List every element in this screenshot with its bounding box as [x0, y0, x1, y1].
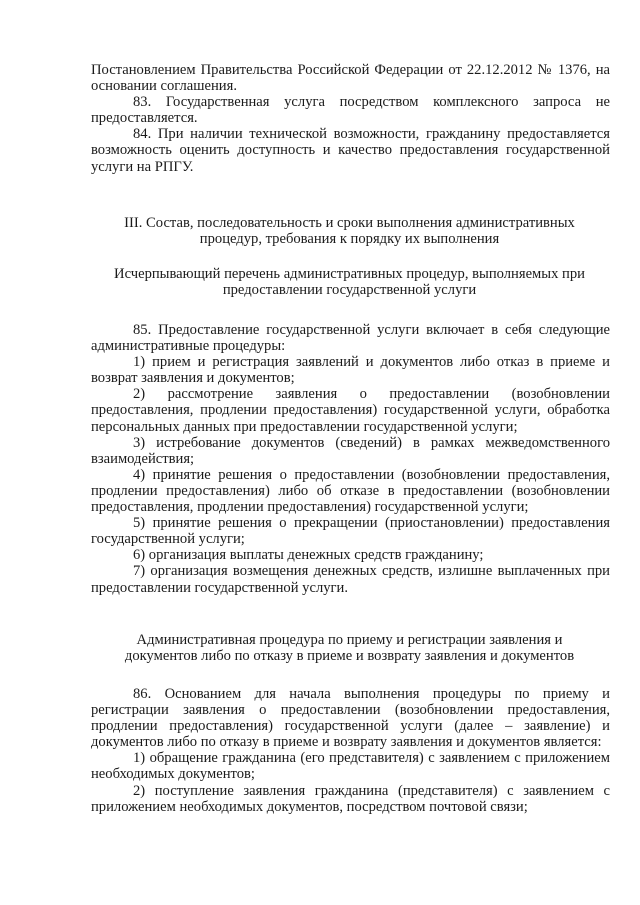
list-item: 3) истребование документов (сведений) в рамках межведомственного взаимодействия; [91, 434, 610, 467]
list-item: 7) организация возмещения денежных средств, излишне выплаченных при предоставлении государственной услуги. [91, 563, 610, 596]
list-item: 4) принятие решения о предоставлении (возобновлении предоставления, продлении предоставления) либо об отказе в предоставлении (возобновлении предоставления, продлении предоставления) государственной услуги; [91, 466, 610, 516]
paragraph-85-intro: 85. Предоставление государственной услуги включает в себя следующие административные процедуры: [91, 322, 610, 355]
paragraph-86-intro: 86. Основанием для начала выполнения процедуры по приему и регистрации заявления о предоставлении (возобновлении предоставления, продлении предоставления) государственной услуги (далее – заявление) и документов либо по отказу в приеме и возврату заявления и документов является: [91, 686, 610, 751]
paragraph-86 [91, 686, 610, 815]
paragraph-continuation: Постановлением Правительства Российской Федерации от 22.12.2012 № 1376, на основании соглашения. [91, 62, 610, 95]
procedure-title: Административная процедура по приему и регистрации заявления и документов либо по отказу в приеме и возврату заявления и документов [124, 632, 575, 665]
section-subtitle: Исчерпывающий перечень административных процедур, выполняемых при предоставлении государственной услуги [114, 266, 585, 299]
paragraph-83: 83. Государственная услуга посредством комплексного запроса не предоставляется. [91, 94, 610, 127]
list-item: 1) обращение гражданина (его представителя) с заявлением с приложением необходимых документов; [91, 750, 610, 783]
list-item: 1) прием и регистрация заявлений и документов либо отказ в приеме и возврат заявления и документов; [91, 354, 610, 387]
list-item: 2) поступление заявления гражданина (представителя) с заявлением с приложением необходимых документов, посредством почтовой связи; [91, 782, 610, 815]
section-3-heading [105, 215, 594, 247]
list-item: 6) организация выплаты денежных средств гражданину; [133, 547, 484, 564]
section-3-subheading [105, 266, 594, 298]
paragraph-84: 84. При наличии технической возможности, гражданину предоставляется возможность оценить доступность и качество предоставления государственной услуги на РПГУ. [91, 126, 610, 175]
procedure-heading [110, 632, 589, 664]
list-item: 5) принятие решения о прекращении (приостановлении) предоставления государственной услуги; [91, 515, 610, 548]
top-paragraphs [91, 62, 610, 175]
paragraph-85 [91, 322, 610, 596]
list-item: 2) рассмотрение заявления о предоставлении (возобновлении предоставления, продлении предоставления) государственной услуги, обработка персональных данных при предоставлении государственной услуги; [91, 386, 610, 435]
section-title: III. Состав, последовательность и сроки выполнения административных процедур, требования к порядку их выполнения [124, 215, 575, 248]
